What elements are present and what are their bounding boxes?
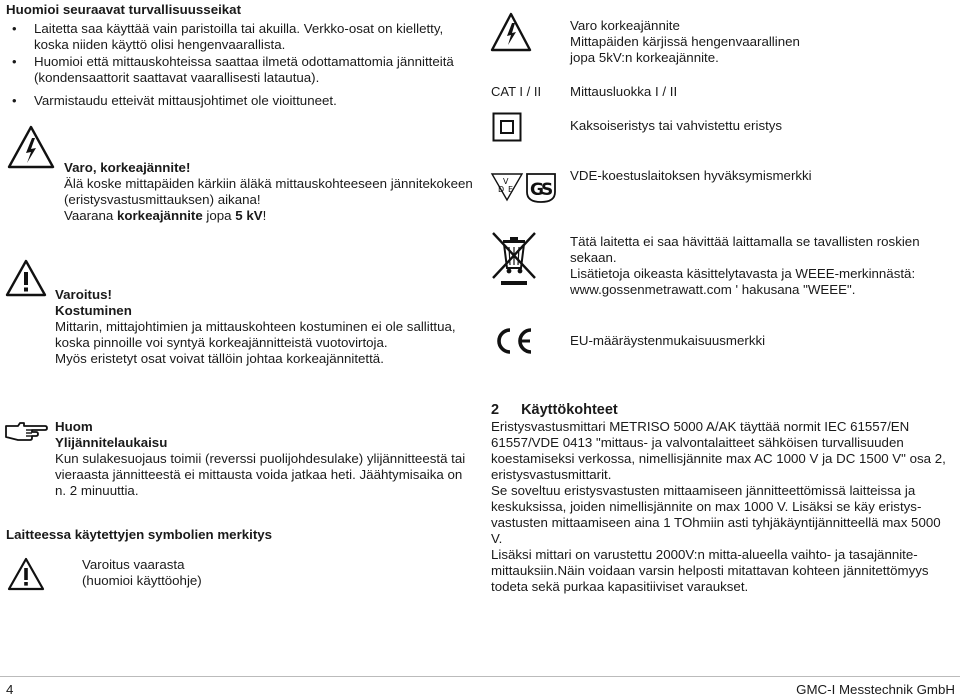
- caution-text: Mittarin, mittajohtimien ja mittauskohteen kostuminen ei ole sallittua, koska pinnoille voi syntyä korkeajännitteistä vuotovirtoja.: [55, 319, 456, 350]
- note-text: Kun sulakesuojaus toimii (reverssi puolijohdesulake) ylijännitteestä tai vieraasta jännitteestä ei mittausta voida jatkaa heti. Jäähtymisaika on n. 2 minuuttia.: [55, 451, 466, 498]
- high-voltage-warning-icon: [6, 124, 56, 170]
- note-title: Huom: [55, 419, 93, 434]
- usage-section: [491, 401, 951, 595]
- svg-text:V: V: [503, 177, 509, 186]
- bullet-text: Varmistaudu etteivät mittausjohtimet ole vioittuneet.: [34, 93, 337, 108]
- high-voltage-symbol-icon: [489, 11, 533, 53]
- weee-line1: Tätä laitetta ei saa hävittää laittamalla se tavallisten roskien: [570, 234, 920, 249]
- text-fragment: !: [262, 208, 267, 223]
- usage-para-3: Lisäksi mittari on varustettu 2000V:n mitta-alueella vaihto- ja tasajännitemittauksiin.Näin voidaan varsin helposti mitattavan kohteen jännitettömyys todeta sekä purkaa kapasitiiviset varaukset.: [491, 547, 929, 594]
- svg-text:E: E: [508, 185, 514, 194]
- text-fragment: Vaarana: [64, 208, 117, 223]
- bullet-text: Huomioi että mittauskohteissa saattaa ilmetä odottamattomia jännitteitä (kondensaattorit saattavat vaarallisesti latautua).: [34, 54, 454, 85]
- page-number: 4: [6, 682, 14, 697]
- caution-symbol-line2: (huomioi käyttöohje): [82, 573, 202, 588]
- caution-subtitle: Kostuminen: [55, 303, 132, 318]
- hv-warning-title: Varo, korkeajännite!: [64, 160, 191, 175]
- ce-text: EU-määräystenmukaisuusmerkki: [570, 333, 766, 348]
- hv-symbol-text: [570, 18, 950, 66]
- bullet-text: Laitetta saa käyttää vain paristoilla tai akuilla. Verkko-osat on kielletty, koska niiden käyttö olisi hengenvaarallista.: [34, 21, 444, 52]
- caution-text-2: Myös eristetyt osat voivat tällöin johtaa korkeajännitettä.: [55, 351, 384, 366]
- hv-line2: Mittapäiden kärjissä hengenvaarallinen: [570, 34, 800, 49]
- caution-block: [55, 287, 475, 367]
- pointing-hand-icon: [4, 420, 48, 442]
- svg-text:S: S: [541, 180, 554, 200]
- list-item: [6, 54, 476, 86]
- note-block: [55, 419, 475, 499]
- section-number: 2: [491, 402, 500, 418]
- double-insulation-text: Kaksoiseristys tai vahvistettu eristys: [570, 118, 783, 133]
- caution-symbol-line1: Varoitus vaarasta: [82, 557, 185, 572]
- section-heading: [491, 401, 951, 419]
- weee-line4: www.gossenmetrawatt.com ' hakusana "WEEE".: [570, 282, 856, 297]
- weee-bin-icon: [487, 230, 541, 286]
- safety-heading: Huomioi seuraavat turvallisuusseikat: [6, 2, 242, 17]
- usage-para-1: Eristysvastusmittari METRISO 5000 A/AK täyttää normit IEC 61557/EN 61557/VDE 0413 "mittaus- ja valvontalaitteet sähköisen turvallisuuden koestamiseksi verkossa, nimellisjännite max AC 1000 V ja DC 1500 V" osa 2, eristysvastusmittarit.: [491, 419, 946, 482]
- section-title: Käyttökohteet: [521, 402, 618, 418]
- text-fragment: korkeajännite: [116, 208, 203, 223]
- hv-warning-text: Älä koske mittapäiden kärkiin äläkä mittauskohteeseen jännitekokeen (eristysvastusmittauksen) aikana!: [64, 176, 473, 207]
- hv-line3: jopa 5kV:n korkeajännite.: [570, 50, 719, 65]
- double-insulation-icon: [492, 112, 522, 142]
- hv-line1: Varo korkeajännite: [570, 18, 680, 33]
- safety-bullets: [6, 21, 476, 109]
- caution-triangle-icon: [4, 258, 48, 298]
- cat-text: Mittausluokka I / II: [570, 84, 678, 99]
- weee-text: [570, 234, 955, 298]
- weee-line2: sekaan.: [570, 250, 617, 265]
- footer-company: GMC-I Messtechnik GmbH: [796, 682, 955, 697]
- cat-label: CAT I / II: [491, 84, 542, 99]
- caution-title: Varoitus!: [55, 287, 112, 302]
- svg-text:D: D: [498, 185, 505, 194]
- text-fragment: 5 kV: [235, 208, 263, 223]
- list-item: [6, 21, 476, 53]
- weee-line3: Lisätietoja oikeasta käsittelytavasta ja WEEE-merkinnästä:: [570, 266, 916, 281]
- vde-gs-mark-icon: [489, 170, 559, 204]
- list-item: [6, 93, 476, 109]
- text-fragment: jopa: [202, 208, 236, 223]
- usage-para-2: Se soveltuu eristysvastusten mittaamiseen jännitteettömissä laitteissa ja keskuksissa, joiden nimellisjännite on max 1000 V. Lisäksi se käy eristysvastusten mittaamiseen aina 1 TOhmiin asti tyhjäkäyntijännitteellä max 5000 V.: [491, 483, 941, 546]
- hv-warning-voltage: [64, 208, 484, 224]
- symbols-heading: Laitteessa käytettyjen symbolien merkitys: [6, 527, 273, 542]
- footer-divider: [0, 676, 960, 677]
- vde-text: VDE-koestuslaitoksen hyväksymismerkki: [570, 168, 812, 183]
- caution-symbol-icon: [6, 556, 46, 592]
- caution-symbol-text: [82, 557, 382, 589]
- hv-warning-block: [64, 160, 484, 224]
- note-subtitle: Ylijännitelaukaisu: [55, 435, 168, 450]
- safety-section: [6, 2, 476, 109]
- svg-text:G: G: [530, 180, 544, 200]
- ce-mark-icon: [491, 327, 535, 355]
